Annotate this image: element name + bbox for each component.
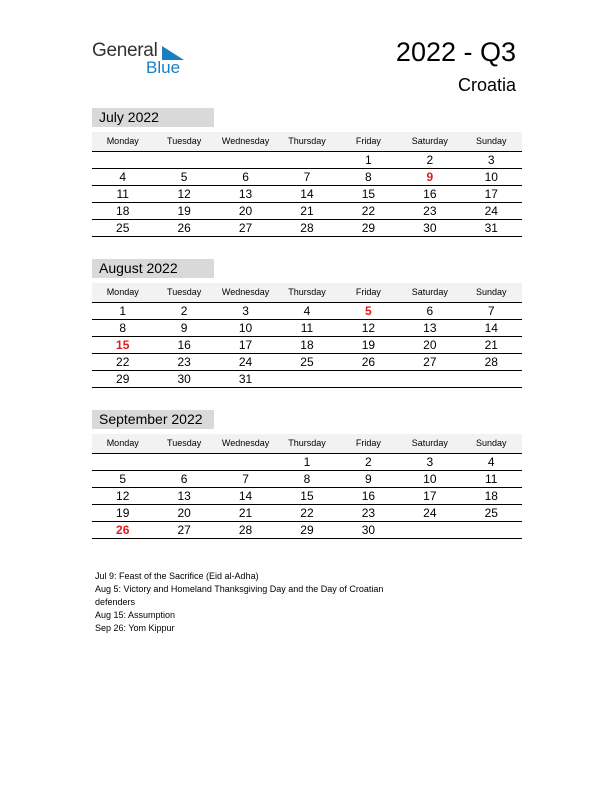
day-cell: 26: [177, 221, 191, 235]
day-cell: 3: [426, 455, 434, 469]
day-cell: 15: [116, 338, 130, 352]
month-july: [92, 108, 522, 237]
month-header: August 2022: [92, 259, 214, 278]
day-cell: 21: [484, 338, 498, 352]
weekday-header-row: [92, 132, 522, 152]
day-cell: 3: [487, 153, 495, 167]
day-cell: 4: [119, 170, 127, 184]
day-cell: 2: [365, 455, 372, 469]
day-cell: 17: [238, 338, 253, 352]
day-cell: 19: [177, 204, 191, 218]
day-cell: 1: [303, 455, 311, 469]
weekday-label: Friday: [355, 287, 381, 297]
day-cell: 21: [238, 506, 253, 520]
day-cell: 10: [484, 170, 498, 184]
day-cell: 10: [423, 472, 437, 486]
week-row: [92, 186, 522, 203]
day-cell: 30: [361, 523, 376, 537]
weekday-label: Saturday: [411, 136, 448, 146]
day-cell: 9: [180, 321, 188, 335]
day-cell: 8: [303, 472, 311, 486]
day-cell: [153, 454, 214, 470]
day-cell: 15: [361, 187, 376, 201]
day-cell: 22: [300, 506, 314, 520]
day-cell: 22: [116, 355, 130, 369]
day-cell: 6: [242, 170, 249, 184]
holiday-notes: [95, 570, 395, 635]
day-cell: 27: [177, 523, 191, 537]
day-cell: 24: [423, 506, 437, 520]
day-cell: 18: [300, 338, 314, 352]
day-cell: 9: [426, 170, 434, 184]
day-cell: 28: [484, 355, 498, 369]
day-cell: 29: [300, 523, 314, 537]
day-cell: [92, 152, 153, 168]
week-row: [92, 169, 522, 186]
day-cell: 6: [180, 472, 188, 486]
day-cell: 6: [426, 304, 434, 318]
day-cell: 18: [116, 204, 130, 218]
day-cell: 12: [116, 489, 130, 503]
week-row: [92, 303, 522, 320]
day-cell: [461, 522, 522, 538]
weekday-label: Sunday: [475, 136, 507, 146]
month-august: [92, 259, 522, 388]
holiday-note: Aug 5: Victory and Homeland Thanksgiving Day and the Day of Croatian defenders: [95, 584, 384, 607]
day-cell: 27: [423, 355, 437, 369]
day-cell: 10: [238, 321, 253, 335]
brand-general: General: [92, 40, 158, 61]
weekday-label: Sunday: [475, 287, 507, 297]
day-cell: 7: [303, 170, 311, 184]
day-cell: 18: [484, 489, 498, 503]
weekday-header-row: [92, 283, 522, 303]
month-header: July 2022: [92, 108, 214, 127]
week-row: [92, 320, 522, 337]
day-cell: 4: [303, 304, 311, 318]
weekday-label: Wednesday: [221, 136, 270, 146]
week-row: [92, 522, 522, 539]
day-cell: 1: [119, 304, 127, 318]
week-row: [92, 152, 522, 169]
day-cell: 1: [365, 153, 372, 167]
holiday-note: Sep 26: Yom Kippur: [95, 623, 175, 633]
week-row: [92, 488, 522, 505]
day-cell: [153, 152, 214, 168]
day-cell: 5: [119, 472, 127, 486]
day-cell: 5: [180, 170, 188, 184]
day-cell: 31: [238, 372, 253, 386]
day-cell: [215, 454, 276, 470]
weekday-label: Monday: [106, 438, 139, 448]
day-cell: 29: [116, 372, 130, 386]
week-row: [92, 203, 522, 220]
day-cell: 29: [361, 221, 376, 235]
weekday-label: Monday: [106, 287, 139, 297]
country-name: Croatia: [457, 75, 516, 95]
holiday-note: Aug 15: Assumption: [95, 610, 176, 620]
day-cell: 17: [423, 489, 437, 503]
weekday-label: Tuesday: [167, 287, 202, 297]
brand-blue: Blue: [146, 58, 181, 77]
day-cell: 12: [177, 187, 191, 201]
day-cell: 9: [365, 472, 372, 486]
day-cell: 13: [423, 321, 437, 335]
weekday-header-row: [92, 434, 522, 454]
day-cell: 4: [487, 455, 495, 469]
day-cell: 23: [423, 204, 437, 218]
day-cell: 20: [423, 338, 437, 352]
day-cell: 25: [300, 355, 314, 369]
day-cell: 15: [300, 489, 314, 503]
day-cell: 28: [238, 523, 253, 537]
day-cell: 8: [365, 170, 372, 184]
day-cell: 22: [361, 204, 376, 218]
weekday-label: Thursday: [288, 136, 326, 146]
day-cell: 5: [365, 304, 372, 318]
weekday-label: Thursday: [288, 287, 326, 297]
day-cell: 14: [300, 187, 314, 201]
day-cell: [276, 371, 337, 387]
weekday-label: Saturday: [411, 438, 448, 448]
day-cell: 28: [300, 221, 314, 235]
weekday-label: Wednesday: [221, 287, 270, 297]
day-cell: 13: [177, 489, 191, 503]
day-cell: 16: [361, 489, 376, 503]
day-cell: [276, 152, 337, 168]
day-cell: 7: [242, 472, 249, 486]
month-september: [92, 410, 522, 539]
day-cell: 16: [177, 338, 191, 352]
day-cell: 16: [423, 187, 437, 201]
page-title: 2022 - Q3: [395, 37, 516, 67]
day-cell: 12: [361, 321, 376, 335]
weekday-label: Saturday: [411, 287, 448, 297]
day-cell: 11: [485, 472, 498, 486]
day-cell: 21: [300, 204, 314, 218]
day-cell: 11: [300, 321, 314, 335]
day-cell: 13: [238, 187, 253, 201]
day-cell: 26: [116, 523, 130, 537]
day-cell: 8: [119, 321, 127, 335]
day-cell: 7: [487, 304, 495, 318]
day-cell: 19: [361, 338, 376, 352]
weekday-label: Sunday: [475, 438, 507, 448]
day-cell: 27: [238, 221, 253, 235]
week-row: [92, 220, 522, 237]
weekday-label: Tuesday: [167, 438, 202, 448]
day-cell: 26: [361, 355, 376, 369]
day-cell: 23: [361, 506, 376, 520]
week-row: [92, 505, 522, 522]
month-header: September 2022: [92, 410, 214, 429]
day-cell: [461, 371, 522, 387]
day-cell: 30: [177, 372, 191, 386]
brand-logo: [92, 40, 192, 80]
day-cell: 14: [238, 489, 253, 503]
day-cell: [92, 454, 153, 470]
weekday-label: Friday: [355, 136, 381, 146]
day-cell: 14: [484, 321, 498, 335]
day-cell: [399, 371, 460, 387]
day-cell: 2: [426, 153, 434, 167]
week-row: [92, 471, 522, 488]
day-cell: [215, 152, 276, 168]
day-cell: 25: [116, 221, 130, 235]
day-cell: [399, 522, 460, 538]
day-cell: 20: [238, 204, 253, 218]
day-cell: 2: [180, 304, 188, 318]
day-cell: 24: [484, 204, 498, 218]
day-cell: 25: [484, 506, 498, 520]
day-cell: 31: [484, 221, 498, 235]
day-cell: 19: [116, 506, 130, 520]
day-cell: 24: [238, 355, 253, 369]
weekday-label: Tuesday: [167, 136, 202, 146]
weekday-label: Friday: [355, 438, 381, 448]
day-cell: 3: [242, 304, 249, 318]
day-cell: 30: [423, 221, 437, 235]
day-cell: [338, 371, 399, 387]
day-cell: 17: [484, 187, 498, 201]
day-cell: 23: [177, 355, 191, 369]
day-cell: 11: [116, 187, 129, 201]
week-row: [92, 454, 522, 471]
weekday-label: Monday: [106, 136, 139, 146]
holiday-note: Jul 9: Feast of the Sacrifice (Eid al-Adha): [95, 571, 259, 581]
week-row: [92, 371, 522, 388]
week-row: [92, 354, 522, 371]
weekday-label: Thursday: [288, 438, 326, 448]
weekday-label: Wednesday: [221, 438, 270, 448]
week-row: [92, 337, 522, 354]
day-cell: 20: [177, 506, 191, 520]
